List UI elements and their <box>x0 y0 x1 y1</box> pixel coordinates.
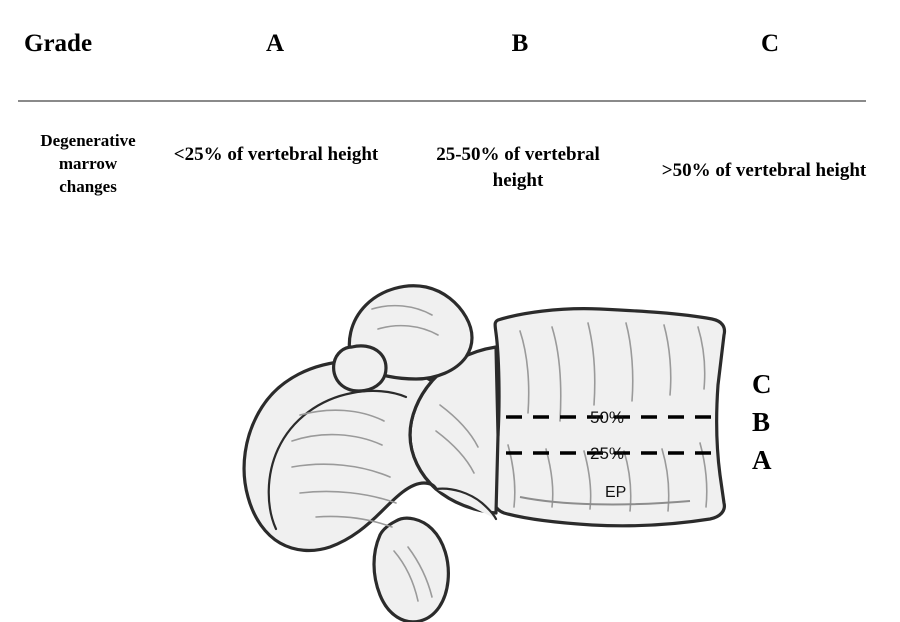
row-cell-grade-a: <25% of vertebral height <box>173 144 379 165</box>
header-column-c: C <box>760 30 780 57</box>
illustration-grade-letter-b: B <box>752 407 771 437</box>
illustration-grade-letter-a: A <box>752 445 772 475</box>
grade-table-header <box>0 0 900 100</box>
illustration-grade-letters <box>752 365 792 479</box>
row-cell-grade-c: >50% of vertebral height <box>661 160 867 181</box>
label-25-percent: 25% <box>590 444 625 463</box>
label-50-percent: 50% <box>590 408 625 427</box>
illustration-grade-letter-c: C <box>752 369 772 399</box>
spinous-process <box>374 518 448 622</box>
row-label-degenerative-marrow-changes <box>8 130 168 199</box>
header-column-b: B <box>511 30 529 57</box>
label-endplate: EP <box>605 484 627 501</box>
header-column-a: A <box>265 30 285 57</box>
header-divider <box>18 100 866 102</box>
row-label-line-2: marrow <box>58 153 118 173</box>
row-label-line-1: Degenerative <box>40 131 136 150</box>
row-cell-grade-b: 25-50% of vertebral height <box>436 144 600 191</box>
header-grade-label: Grade <box>24 30 93 57</box>
articular-facet-nub <box>334 346 386 391</box>
row-label-line-3: changes <box>59 176 117 196</box>
